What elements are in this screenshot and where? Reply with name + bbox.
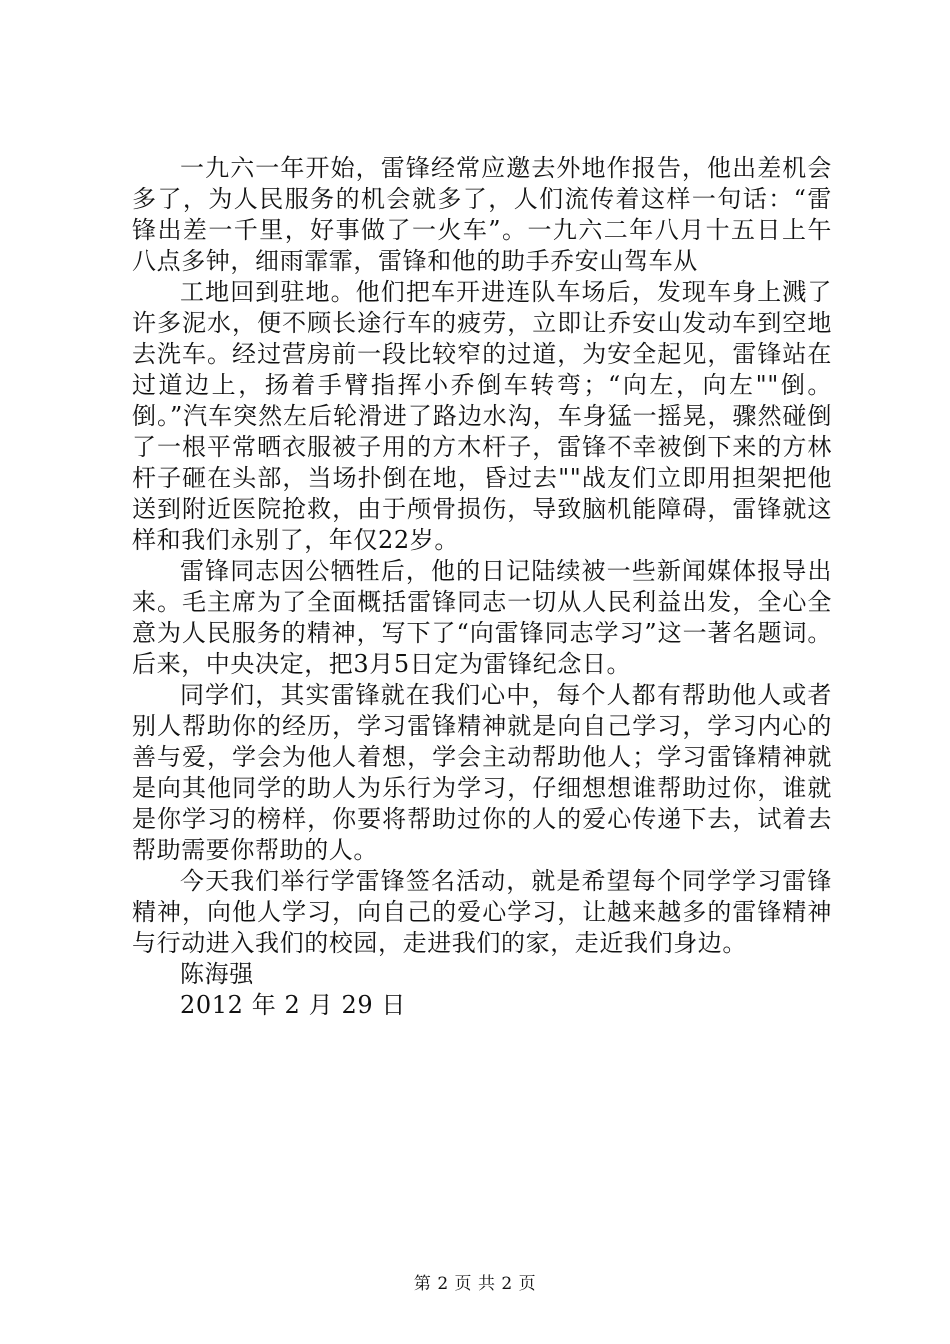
paragraph-1: 一九六一年开始，雷锋经常应邀去外地作报告，他出差机会多了，为人民服务的机会就多了，人们流传着这样一句话：“雷锋出差一千里，好事做了一火车”。一九六二年八月十五日上午八点多钟，细雨霏霏，雷锋和他的助手乔安山驾车从 [132,154,832,275]
paragraph-2: 工地回到驻地。他们把车开进连队车场后，发现车身上溅了许多泥水，便不顾长途行车的疲劳，立即让乔安山发动车到空地去洗车。经过营房前一段比较窄的过道，为安全起见，雷锋站在过道边上，扬着手臂指挥小乔倒车转弯；“向左，向左""倒。倒。”汽车突然左后轮滑进了路边水沟，车身猛一摇晃，骤然碰倒了一根平常晒衣服被子用的方木杆子，雷锋不幸被倒下来的方林杆子砸在头部，当场扑倒在地，昏过去""战友们立即用担架把他送到附近医院抢救，由于颅骨损伤，导致脑机能障碍，雷锋就这样和我们永别了，年仅22岁。 [132,278,832,554]
author-name: 陈海强 [180,960,254,988]
document-body [132,153,832,1021]
paragraph-4: 同学们，其实雷锋就在我们心中，每个人都有帮助他人或者别人帮助你的经历，学习雷锋精神就是向自己学习，学习内心的善与爱，学会为他人着想，学会主动帮助他人；学习雷锋精神就是向其他同学的助人为乐行为学习，仔细想想谁帮助过你，谁就是你学习的榜样，你要将帮助过你的人的爱心传递下去，试着去帮助需要你帮助的人。 [132,681,832,864]
page-number-footer: 第 2 页 共 2 页 [413,1274,537,1294]
paragraph-3: 雷锋同志因公牺牲后，他的日记陆续被一些新闻媒体报导出来。毛主席为了全面概括雷锋同志一切从人民利益出发，全心全意为人民服务的精神，写下了“向雷锋同志学习”这一著名题词。后来，中央决定，把3月5日定为雷锋纪念日。 [132,557,832,678]
document-date: 2012 年 2 月 29 日 [180,991,407,1019]
paragraph-5: 今天我们举行学雷锋签名活动，就是希望每个同学学习雷锋精神，向他人学习，向自己的爱心学习，让越来越多的雷锋精神与行动进入我们的校园，走进我们的家，走近我们身边。 [132,867,832,957]
